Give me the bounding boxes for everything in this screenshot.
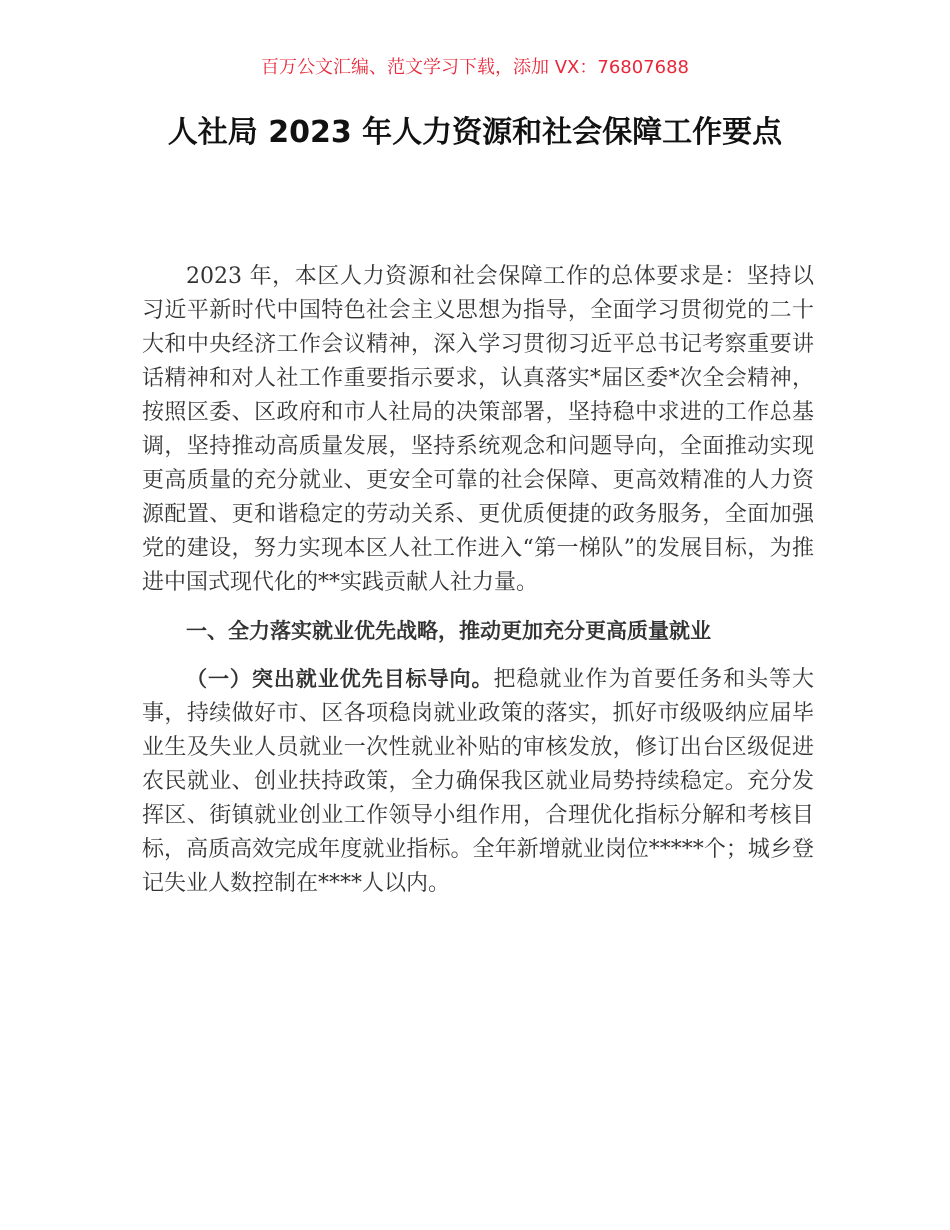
document-body: [142, 260, 814, 907]
item-1-body: 把稳就业作为首要任务和头等大事，持续做好市、区各项稳岗就业政策的落实，抓好市级吸纳应届毕业生及失业人员就业一次性就业补贴的审核发放，修订出台区级促进农民就业、创业扶持政策，全力确保我区就业局势持续稳定。充分发挥区、街镇就业创业工作领导小组作用，合理优化指标分解和考核目标，高质高效完成年度就业指标。全年新增就业岗位*****个；城乡登记失业人数控制在****人以内。: [142, 667, 814, 896]
intro-paragraph: 2023 年，本区人力资源和社会保障工作的总体要求是：坚持以习近平新时代中国特色社会主义思想为指导，全面学习贯彻党的二十大和中央经济工作会议精神，深入学习贯彻习近平总书记考察重要讲话精神和对人社工作重要指示要求，认真落实*届区委*次全会精神，按照区委、区政府和市人社局的决策部署，坚持稳中求进的工作总基调，坚持推动高质量发展，坚持系统观念和问题导向，全面推动实现更高质量的充分就业、更安全可靠的社会保障、更高效精准的人力资源配置、更和谐稳定的劳动关系、更优质便捷的政务服务，全面加强党的建设，努力实现本区人社工作进入“第一梯队”的发展目标，为推进中国式现代化的**实践贡献人社力量。: [142, 264, 814, 595]
document-title: 人社局 2023 年人力资源和社会保障工作要点: [167, 115, 783, 150]
section-heading-1: 一、全力落实就业优先战略，推动更加充分更高质量就业: [186, 619, 711, 643]
section-1-item-1: [142, 662, 814, 901]
item-1-lead: （一）突出就业优先目标导向。: [186, 667, 494, 691]
watermark-banner: 百万公文汇编、范文学习下载，添加 VX：76807688: [261, 57, 689, 78]
